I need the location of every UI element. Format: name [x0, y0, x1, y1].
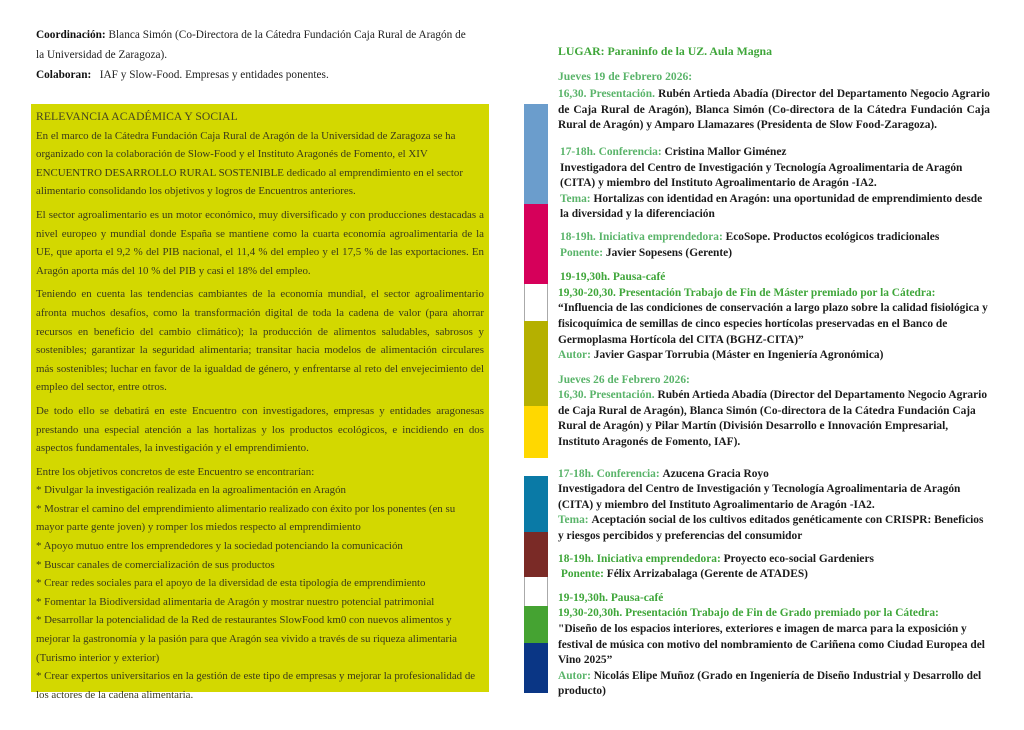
topic-text: Hortalizas con identidad en Aragón: una oportunidad de emprendimiento desde la diversidad y la diferenciación	[560, 192, 983, 221]
initiative-label: 18-19h. Iniciativa emprendedora:	[558, 552, 721, 565]
initiative-label: 18-19h. Iniciativa emprendedora:	[560, 230, 723, 243]
relevance-title: RELEVANCIA ACADÉMICA Y SOCIAL	[36, 110, 238, 123]
coordination-text: Blanca Simón (Co-Directora de la Cátedra Fundación Caja Rural de Aragón de la Universidad de Zaragoza).	[36, 29, 466, 61]
program-column	[558, 44, 990, 707]
coffee-break: 19-19,30h. Pausa-café	[558, 591, 664, 604]
day1-initiative	[558, 230, 990, 261]
award-label: 19,30-20,30. Presentación Trabajo de Fin de Máster premiado por la Cátedra:	[558, 286, 936, 299]
author-label: Autor:	[558, 669, 591, 682]
color-bar-segment-white	[524, 284, 548, 321]
relevance-paragraph: Teniendo en cuenta las tendencias cambiantes de la economía mundial, el sector agroalimentario afronta muchos desafíos, como la transformación digital de toda la cadena de valor (para ahorrar recursos en beneficio del cambio climático); la producción de alimentos saludables, sabrosos y sostenibles; garantizar la seguridad alimentaria; transitar hacia modelos de alimentación circulares más sostenibles; luchar en favor de la igualdad de género, y enfrentarse al reto del envejecimiento del empleo del sector, entre otros.	[36, 288, 484, 394]
coffee-break: 19-19,30h. Pausa-café	[560, 271, 666, 284]
speaker-label: Ponente:	[560, 246, 604, 259]
presentation-time: 16,30. Presentación.	[558, 88, 655, 101]
day1-conference	[558, 145, 990, 223]
conference-speaker: Cristina Mallor Giménez	[664, 145, 787, 158]
day2-initiative	[558, 552, 990, 583]
color-bar-segment-blue	[524, 104, 548, 204]
topic-text: Aceptación social de los cultivos editados genéticamente con CRISPR: Beneficios y riesgos percibidos y preferencias del consumidor	[558, 514, 984, 543]
speaker-label: Ponente:	[560, 568, 604, 581]
conference-affiliation: Investigadora del Centro de Investigación y Tecnología Agroalimentaria de Aragón (CITA) y miembro del Instituto Agroalimentario de Aragón -IA2.	[558, 483, 961, 511]
presentation-time: 16,30. Presentación.	[558, 389, 655, 402]
speaker-text: Félix Arrizabalaga (Gerente de ATADES)	[606, 568, 808, 581]
relevance-paragraph: El sector agroalimentario es un motor económico, muy diversificado y con producciones destacadas a nivel europeo y mundial donde España se mantiene como la cuarta economía agroalimentaria de la UE, que aporta el 9,2 % del PIB nacional, el 11,4 % del empleo y el 17,5 % de las exportaciones. En Aragón aporta más del 10 % del PIB y casi el 18% del empleo.	[36, 208, 484, 277]
day2-date: Jueves 26 de Febrero 2026:	[558, 373, 690, 386]
coordination-line	[36, 25, 476, 65]
conference-label: 17-18h. Conferencia:	[560, 145, 662, 158]
award-title: “Influencia de las condiciones de conservación a largo plazo sobre la calidad fisiológica y fisicoquímica de semillas de cinco especies hortícolas preservadas en el Banco de Germoplasma Hortícola del CITA (BGHZ-CITA)”	[558, 302, 988, 346]
coordination-label: Coordinación:	[36, 29, 106, 41]
conference-label: 17-18h. Conferencia:	[558, 467, 660, 480]
color-bar-segment-white	[524, 577, 548, 606]
objective-item: * Crear redes sociales para el apoyo de la diversidad de esta tipología de emprendimiento	[36, 577, 426, 590]
conference-speaker: Azucena Gracia Royo	[662, 467, 769, 480]
relevance-box	[31, 104, 489, 701]
color-bar-segment-olive	[524, 321, 548, 406]
author-text: Nicolás Elipe Muñoz (Grado en Ingeniería de Diseño Industrial y Desarrollo del producto)	[558, 669, 982, 698]
topic-label: Tema:	[560, 192, 591, 205]
objective-item: * Mostrar el camino del emprendimiento alimentario realizado con éxito por los ponentes (en su mayor parte gente joven) y romper los miedos respecto al emprendimiento	[36, 502, 456, 534]
objectives-intro: Entre los objetivos concretos de este Encuentro se encontrarían:	[36, 465, 315, 478]
initiative-text: Proyecto eco-social Gardeniers	[723, 552, 874, 565]
coordination-block	[36, 25, 476, 85]
collaborators-line	[36, 65, 476, 85]
day1-date: Jueves 19 de Febrero 2026:	[558, 69, 693, 83]
award-label: 19,30-20,30h. Presentación Trabajo de Fin de Grado premiado por la Cátedra:	[558, 607, 939, 620]
relevance-paragraph: En el marco de la Cátedra Fundación Caja Rural de Aragón de la Universidad de Zaragoza se ha organizado con la colaboración de Slow-Food y el Instituto Aragonés de Fomento, el XIV ENCUENTRO DESARROLLO RURAL SOSTENIBLE dedicado al emprendimiento en el sector alimentario consolidando los objetivos y logros de Encuentros anteriores.	[36, 129, 463, 198]
objective-item: * Apoyo mutuo entre los emprendedores y la sociedad potenciando la comunicación	[36, 540, 403, 553]
objective-item: * Divulgar la investigación realizada en la agroalimentación en Aragón	[36, 484, 346, 497]
initiative-text: EcoSope. Productos ecológicos tradicionales	[725, 230, 940, 243]
day2-break-award	[558, 591, 990, 700]
color-bar-segment-crimson	[524, 204, 548, 284]
objective-item: * Crear expertos universitarios en la gestión de este tipo de empresas y mejorar la profesionalidad de los actores de la cadena alimentaria.	[36, 670, 476, 701]
collaborators-label: Colaboran:	[36, 69, 92, 81]
relevance-paragraph: De todo ello se debatirá en este Encuentro con investigadores, empresas y entidades aragonesas prestando una especial atención a las hortalizas y los productos ecológicos, e incidiendo en dos aspectos fundamentales, la investigación y el emprendimiento.	[36, 404, 484, 455]
conference-affiliation: Investigadora del Centro de Investigación y Tecnología Agroalimentaria de Aragón (CITA) y miembro del Instituto Agroalimentario de Aragón -IA2.	[560, 161, 963, 190]
day2-conference	[558, 467, 990, 545]
speaker-text: Javier Sopesens (Gerente)	[605, 246, 733, 259]
presentation-text: Rubén Artieda Abadía (Director del Departamento Negocio Agrario de Caja Rural de Aragón), Blanca Simón (Co-directora de la Cátedra Fundación Caja Rural de Aragón) y Pilar Martín (División Desarrollo e Innovación Empresarial, Instituto Aragonés de Fomento, IAF).	[558, 389, 988, 449]
day2-presentation	[558, 388, 990, 450]
color-bar-segment-green	[524, 606, 548, 643]
objective-item: * Desarrollar la potencialidad de la Red de restaurantes SlowFood km0 con nuevos alimentos y mejorar la gastronomía y la pasión para que Aragón sea vivido a través de su riqueza alimentaria (Turismo interior y exterior)	[36, 614, 457, 664]
presentation-text: Rubén Artieda Abadía (Director del Departamento Negocio Agrario de Caja Rural de Aragón), Blanca Simón (Co-directora de la Cátedra Fundación Caja Rural de Aragón) y Amparo Llamazares (Presidenta de Slow Food-Zaragoza).	[558, 88, 990, 132]
color-bar-segment-maroon	[524, 532, 548, 577]
day1-break-award	[558, 270, 990, 364]
color-bar-segment-navy	[524, 643, 548, 693]
award-title: "Diseño de los espacios interiores, exteriores e imagen de marca para la exposición y festival de música con motivo del nombramiento de Cariñena como Ciudad Europea del Vino 2025”	[558, 623, 985, 667]
collaborators-text: IAF y Slow-Food. Empresas y entidades ponentes.	[99, 69, 329, 81]
color-bar-segment-teal	[524, 476, 548, 532]
author-text: Javier Gaspar Torrubia (Máster en Ingeniería Agronómica)	[593, 349, 884, 362]
day1-presentation	[558, 87, 990, 134]
author-label: Autor:	[558, 349, 591, 362]
color-bar-segment-yellow	[524, 406, 548, 458]
topic-label: Tema:	[558, 514, 589, 527]
objective-item: * Buscar canales de comercialización de sus productos	[36, 558, 275, 571]
venue: LUGAR: Paraninfo de la UZ. Aula Magna	[558, 44, 772, 58]
objective-item: * Fomentar la Biodiversidad alimentaria de Aragón y mostrar nuestro potencial patrimonial	[36, 595, 435, 608]
